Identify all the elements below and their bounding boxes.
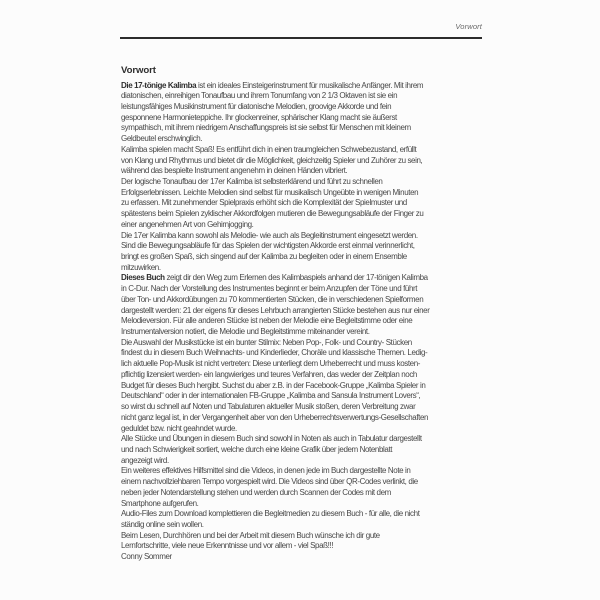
- body-lines: [121, 81, 491, 553]
- text-line: Kalimba spielen macht Spaß! Es entführt dich in einen traumgleichen Schwebezustand, erfüllt: [121, 144, 417, 154]
- text-line: Geldbeutel erschwinglich.: [121, 134, 203, 144]
- text-line: Der logische Tonaufbau der 17er Kalimba ist selbsterklärend und führt zu schnellen: [121, 176, 383, 186]
- text-line: lich aktuelle Pop-Musik ist nicht vertreten: Diese unterliegt dem Urheberrecht und muss kosten-: [121, 359, 421, 369]
- text-line: Die Auswahl der Musikstücke ist ein bunter Stilmix: Neben Pop-, Folk- und Country- Stücken: [121, 337, 412, 347]
- text-line: so wirst du schnell auf Noten und Tabulaturen aktueller Musik stoßen, deren Verbreitung zwar: [121, 402, 416, 412]
- text-line: dargestellt werden: 21 der eigens für dieses Lehrbuch arrangierten Stücke bestehen aus nur einer: [121, 305, 430, 315]
- text-line: Lernfortschritte, viele neue Erkenntnisse und vor allem - viel Spaß!!!: [121, 541, 334, 551]
- text-line: Deutschland“ oder in der internationalen FB-Gruppe „Kalimba and Sansula Instrument Lovers“,: [121, 391, 421, 401]
- text-line: Alle Stücke und Übungen in diesem Buch sind sowohl in Noten als auch in Tabulatur dargestellt: [121, 434, 422, 444]
- text-line: über Ton- und Akkordübungen zu 70 kommentierten Stücken, die in verschiedenen Spielformen: [121, 294, 424, 304]
- text-line: Melodieversion. Für alle anderen Stücke ist neben der Melodie eine Begleitstimme oder eine: [121, 316, 413, 326]
- text-line: einem nachvollziehbaren Tempo vorgespielt wird. Die Videos sind über QR-Codes verlinkt, die: [121, 477, 418, 487]
- text-line: Erfolgserlebnissen. Leichte Melodien sind selbst für musikalisch Ungeübte in wenigen Minuten: [121, 187, 419, 197]
- text-line: Budget für dieses Buch hergibt. Suchst du aber z.B. in der Facebook-Gruppe „Kalimba Spieler in: [121, 380, 426, 390]
- text-line: ständig online sein wollen.: [121, 519, 204, 529]
- text-line: diatonischen, einreihigen Tonaufbau und ihrem Tonumfang von 2 1/3 Oktaven ist sie ein: [121, 91, 398, 101]
- text-line: Audio-Files zum Download komplettieren die Begleitmedien zu diesem Buch - für alle, die nicht: [121, 509, 420, 519]
- text-line: Die 17-tönige Kalimba ist ein ideales Einsteigerinstrument für musikalische Anfänger. Mit ihrem: [121, 80, 424, 90]
- text-line: und nach Schwierigkeit sortiert, welche durch eine kleine Grafik über jedem Notenblatt: [121, 444, 393, 454]
- text-line: von Klang und Rhythmus und bietet dir die Möglichkeit, gleichzeitig Spieler und Zuhörer zu sein,: [121, 155, 423, 165]
- text-line: leistungsfähiges Musikinstrument für diatonische Melodien, groovige Akkorde und fein: [121, 101, 392, 111]
- page-content: [121, 65, 491, 563]
- text-line: neben jeder Notendarstellung stehen und werden durch Scannen der Codes mit dem: [121, 487, 391, 497]
- text-line: Beim Lesen, Durchhören und bei der Arbeit mit diesem Buch wünsche ich dir gute: [121, 530, 380, 540]
- text-line: bringt es großen Spaß, sich singend auf der Kalimba zu begleiten oder in einem Ensemble: [121, 252, 407, 261]
- page-title: Vorwort: [121, 65, 156, 76]
- text-line: Smartphone aufgerufen.: [121, 498, 199, 508]
- text-line: spätestens beim Spielen zyklischer Akkordfolgen mutieren die Bewegungsabläufe der Finger zu: [121, 209, 424, 219]
- text-line: Instrumentalversion notiert, die Melodie und Begleitstimme miteinander vereint.: [121, 327, 370, 337]
- text-line: in C-Dur. Nach der Vorstellung des Instrumentes beginnt er beim Anzupfen der Töne und führt: [121, 284, 418, 294]
- text-line: Dieses Buch zeigt dir den Weg zum Erlernen des Kalimbaspiels anhand der 17-tönigen Kalimba: [121, 273, 428, 283]
- text-line: pflichtig lizensiert werden- ein langwieriges und teures Verfahren, das weder der Zeitplan noch: [121, 369, 417, 379]
- text-line: geduldet bzw. nicht geahndet wurde.: [121, 423, 237, 433]
- text-line: einer angenehmen Art von Gehirnjogging.: [121, 219, 254, 229]
- text-line: Sind die Bewegungsabläufe für das Spielen der wichtigsten Akkorde erst einmal verinnerlicht,: [121, 241, 415, 251]
- text-line: angezeigt wird.: [121, 455, 169, 465]
- text-line: sympathisch, mit ihrem niedrigem Anschaffungspreis ist sie selbst für Menschen mit kleinem: [121, 123, 411, 133]
- running-header: Vorwort: [455, 22, 482, 31]
- header-rule: [120, 37, 482, 39]
- text-line: zu erfassen. Mit zunehmender Spielpraxis erhöht sich die Komplexität der Spielmuster und: [121, 198, 407, 208]
- text-line: während das bespielte Instrument angenehm in deinen Händen vibriert.: [121, 166, 348, 176]
- text-line: mitzuwirken.: [121, 262, 161, 272]
- author-signature: Conny Sommer: [121, 552, 172, 562]
- text-line: gesponnene Harmonieteppiche. Ihr glockenreiner, sphärischer Klang macht sie äußerst: [121, 112, 397, 122]
- text-line: nicht ganz legal ist, in der Vergangenheit aber von den Urheberrechtsverwertungs-Gesellschaften: [121, 412, 429, 422]
- text-line: findest du in diesem Buch Weihnachts- und Kinderlieder, Choräle und klassische Themen. Ledig-: [121, 348, 428, 358]
- text-line: Die 17er Kalimba kann sowohl als Melodie- wie auch als Begleitinstrument eingesetzt werden.: [121, 230, 418, 240]
- text-line: Ein weiteres effektives Hilfsmittel sind die Videos, in denen jede im Buch dargestellte Note in: [121, 466, 411, 476]
